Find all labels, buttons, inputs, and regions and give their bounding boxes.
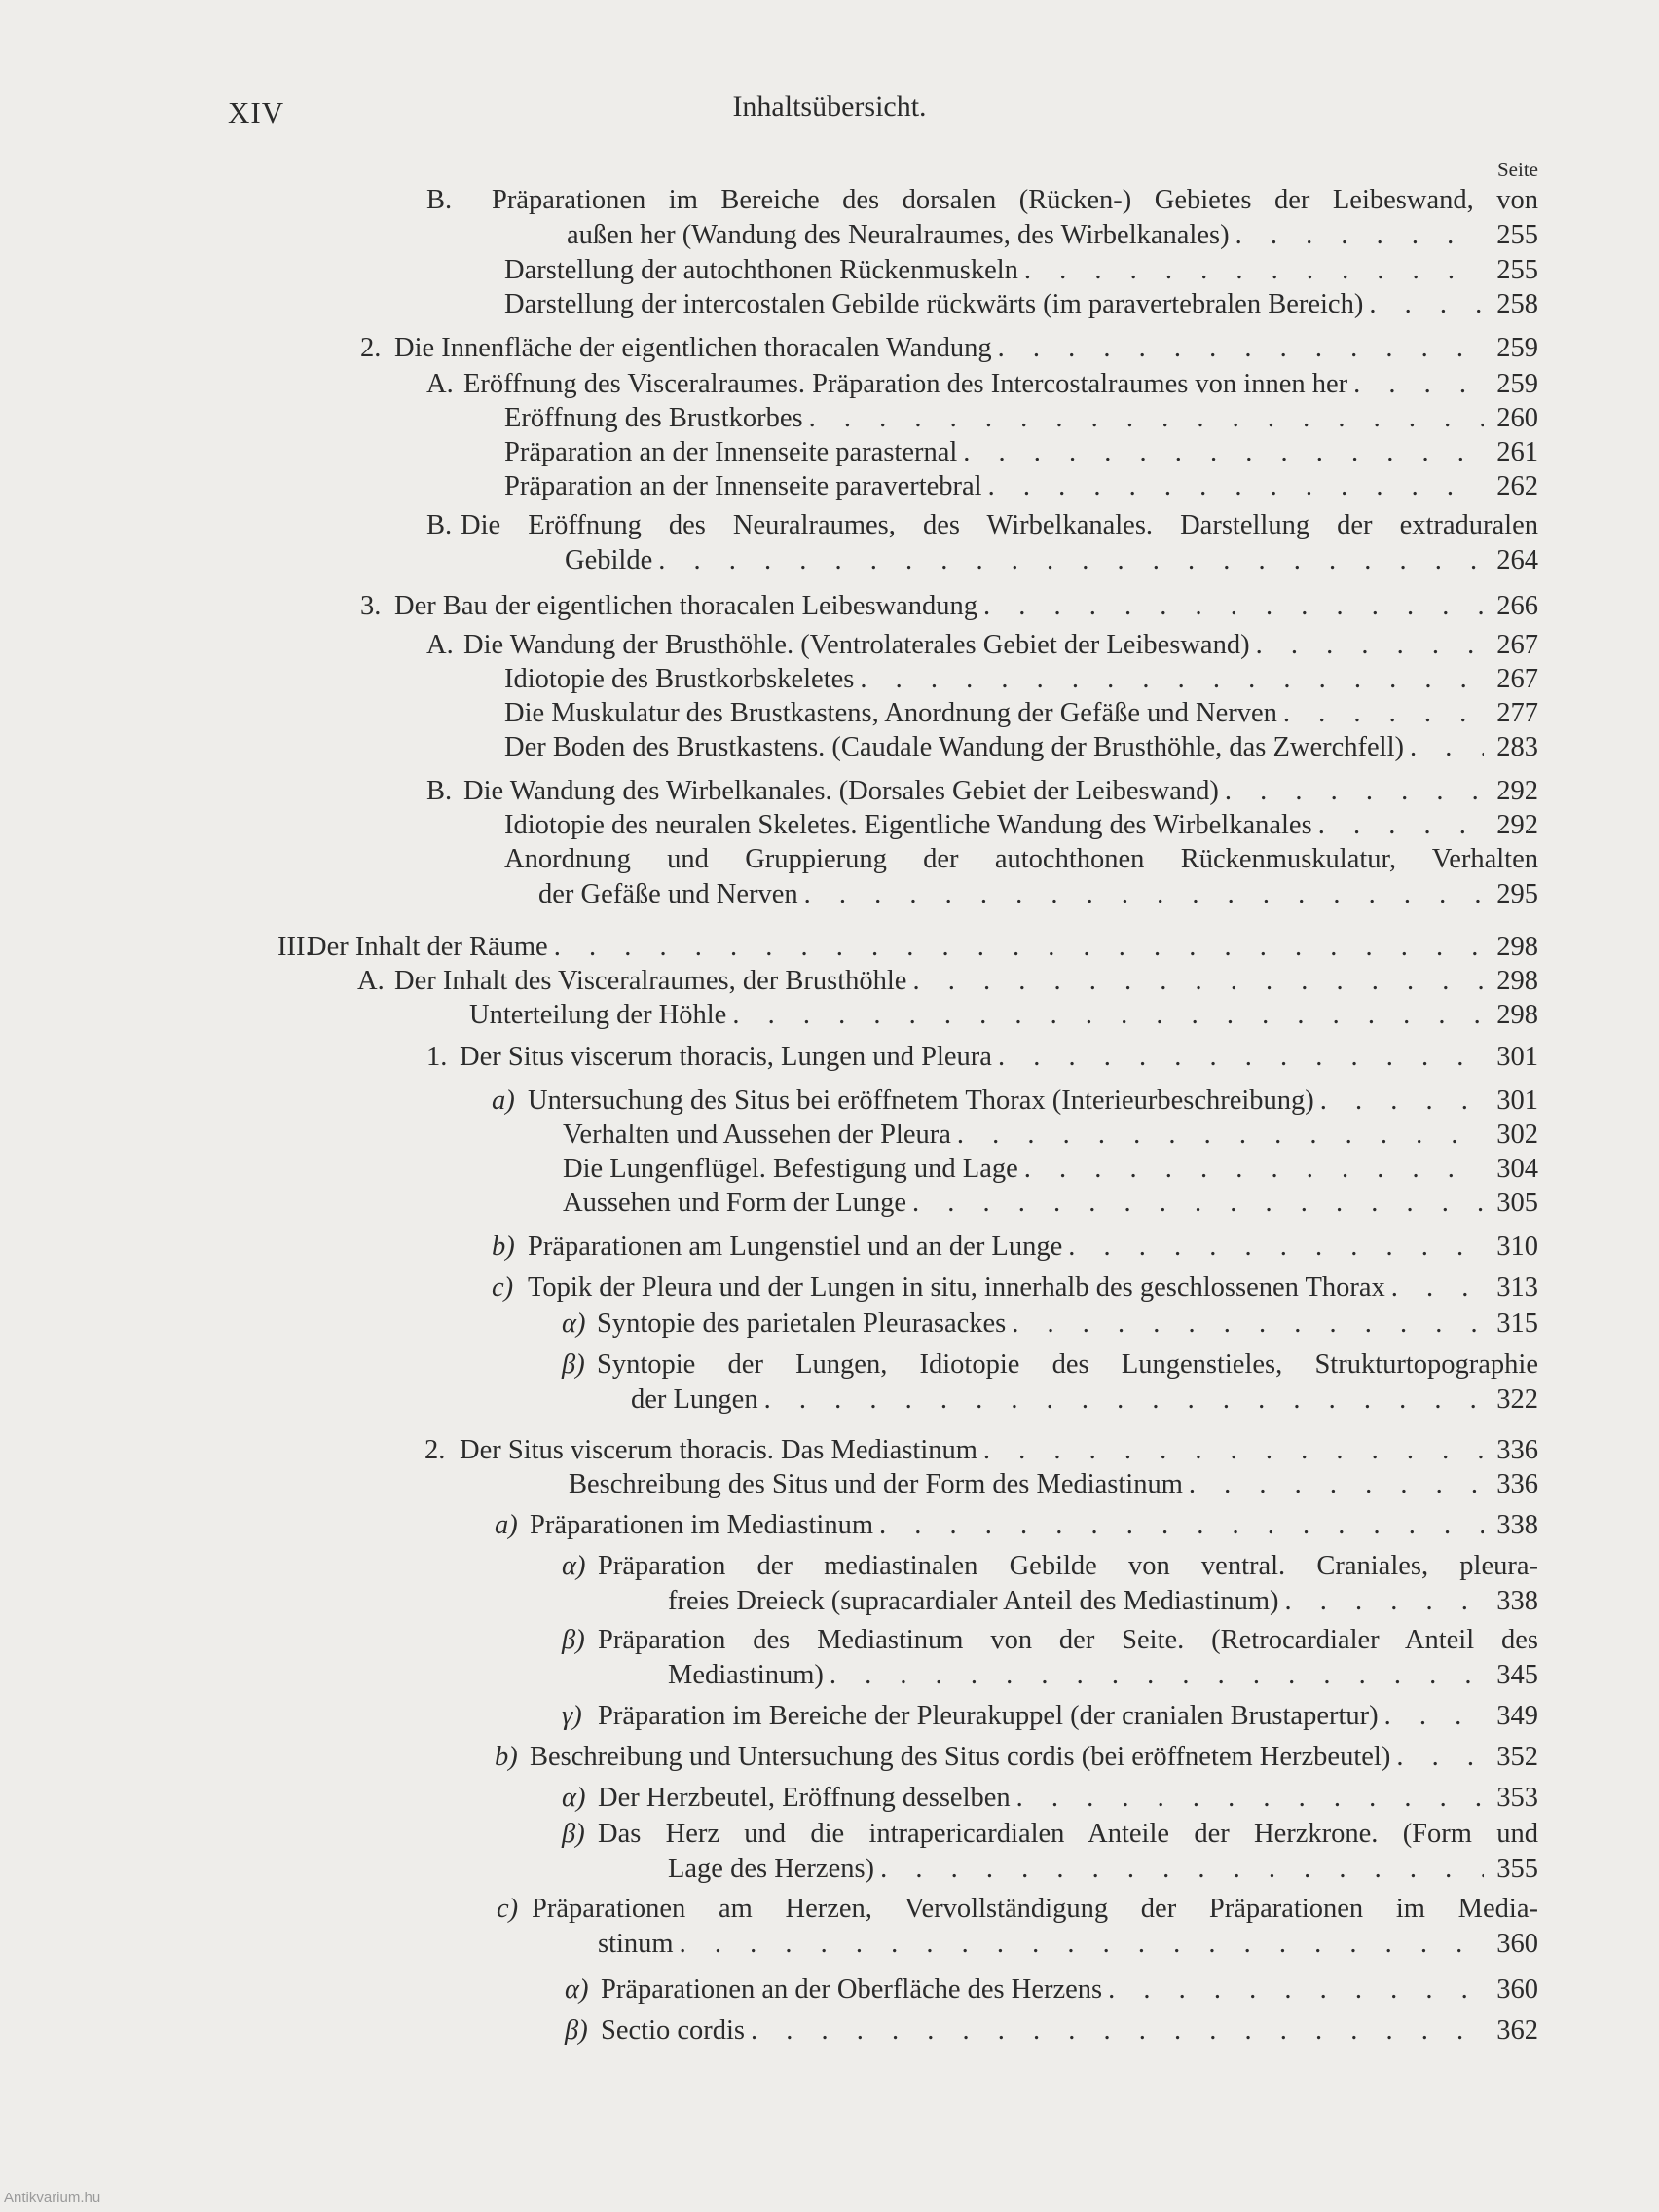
toc-entry-title: Die Wandung der Brusthöhle. (Ventrolaterales Gebiet der Leibeswand) [463, 630, 1250, 660]
toc-page-number: 301 [1496, 1042, 1538, 1072]
toc-entry-title: Untersuchung des Situs bei eröffnetem Thorax (Interieurbeschreibung) [528, 1086, 1314, 1116]
toc-page-number: 262 [1496, 471, 1538, 501]
toc-page-number: 345 [1496, 1659, 1538, 1690]
toc-entry [426, 508, 1538, 577]
toc-entry-title: Eröffnung des Brustkorbes [504, 403, 803, 433]
toc-entry-line [668, 1852, 1538, 1887]
toc-entry-title: Darstellung der intercostalen Gebilde rückwärts (im paravertebralen Bereich) [504, 289, 1364, 319]
toc-page-number: 362 [1496, 2015, 1538, 2046]
toc-entry-title: Präparationen an der Oberfläche des Herzens [601, 1974, 1103, 2005]
dot-leader [809, 401, 1484, 436]
dot-leader [1024, 1152, 1484, 1187]
toc-entry-title: Unterteilung der Höhle [469, 1000, 727, 1030]
toc-entry-title: Der Situs viscerum thoracis, Lungen und Pleura [460, 1042, 992, 1072]
dot-leader [1320, 1084, 1484, 1119]
toc-page-number: 292 [1496, 776, 1538, 806]
running-title: Inhaltsübersicht. [732, 91, 927, 123]
toc-entry [563, 1186, 1538, 1221]
dot-leader [830, 1658, 1484, 1693]
toc-entry-line [528, 1230, 1538, 1265]
page-column-label: Seite [1497, 158, 1538, 181]
dot-leader [912, 964, 1484, 999]
toc-page-number: 360 [1496, 1928, 1538, 1959]
toc-entry [504, 662, 1538, 697]
toc-entry [562, 1623, 1538, 1692]
toc-entry-title: Die Innenfläche der eigentlichen thoracalen Wandung [394, 333, 992, 363]
toc-entry [469, 998, 1538, 1033]
toc-entry-marker: α) [562, 1783, 586, 1813]
toc-entry-title: Syntopie des parietalen Pleurasackes [597, 1309, 1007, 1339]
toc-entry-title: Der Herzbeutel, Eröffnung desselben [598, 1783, 1011, 1813]
toc-page-number: 255 [1496, 219, 1538, 250]
toc-entry-title: Präparationen im Bereiche des dorsalen (Rücken-) Gebietes der Leibeswand, von [492, 185, 1538, 215]
toc-entry [497, 1892, 1538, 1961]
toc-entry-line [563, 1186, 1538, 1221]
toc-page-number: 260 [1496, 403, 1538, 433]
dot-leader [1189, 1467, 1484, 1502]
toc-entry-line [504, 696, 1538, 731]
toc-entry [426, 628, 1538, 663]
toc-entry-marker: B. [426, 776, 453, 806]
toc-entry-line [504, 287, 1538, 322]
toc-page-number: 277 [1496, 698, 1538, 728]
toc-entry-marker: a) [495, 1510, 518, 1540]
toc-entry-title: Der Inhalt des Visceralraumes, der Brusthöhle [394, 966, 907, 996]
toc-entry-title: Idiotopie des neuralen Skeletes. Eigentliche Wandung des Wirbelkanales [504, 810, 1312, 840]
dot-leader [1225, 774, 1484, 809]
toc-page-number: 267 [1496, 630, 1538, 660]
toc-entry [360, 331, 1538, 366]
toc-page-number: 336 [1496, 1469, 1538, 1499]
dot-leader [912, 1186, 1484, 1221]
toc-entry [562, 1781, 1538, 1816]
toc-entry-title: Präparation an der Innenseite paravertebral [504, 471, 982, 501]
page-number: XIV [228, 95, 285, 129]
toc-page-number: 360 [1496, 1974, 1538, 2005]
toc-entry-marker: b) [492, 1232, 515, 1262]
toc-entry [563, 1118, 1538, 1153]
toc-entry [504, 253, 1538, 288]
toc-entry [495, 1740, 1538, 1775]
toc-page-number: 301 [1496, 1086, 1538, 1116]
dot-leader [1384, 1699, 1484, 1734]
toc-entry-line [569, 1467, 1538, 1502]
toc-entry-line [601, 1972, 1538, 2008]
toc-entry [562, 1347, 1538, 1417]
toc-entry-line [307, 930, 1538, 965]
toc-entry-line [530, 1740, 1538, 1775]
toc-entry-line [567, 218, 1538, 253]
toc-entry [562, 1817, 1538, 1886]
toc-entry [495, 1508, 1538, 1543]
toc-entry-line [528, 1084, 1538, 1119]
toc-entry-title: Anordnung und Gruppierung der autochthonen Rückenmuskulatur, Verhalten [504, 844, 1538, 874]
toc-entry-line [538, 877, 1538, 912]
toc-page-number: 336 [1496, 1435, 1538, 1465]
dot-leader [963, 435, 1484, 470]
dot-leader [998, 1040, 1484, 1075]
toc-entry-marker: 2. [424, 1435, 446, 1465]
dot-leader [732, 998, 1484, 1033]
toc-page-number: 304 [1496, 1154, 1538, 1184]
toc-page-number: 259 [1496, 369, 1538, 399]
toc-entry-title: der Lungen [631, 1383, 758, 1415]
toc-entry-marker: B. [426, 510, 453, 540]
dot-leader [1391, 1271, 1484, 1306]
toc-entry-marker: β) [562, 1625, 585, 1655]
toc-entry-title: Beschreibung und Untersuchung des Situs cordis (bei eröffnetem Herzbeutel) [530, 1742, 1391, 1772]
toc-entry-line [504, 662, 1538, 697]
dot-leader [1283, 696, 1484, 731]
toc-entry [562, 1699, 1538, 1734]
dot-leader [680, 1927, 1484, 1962]
toc-entry-line [598, 1817, 1538, 1852]
toc-page-number: 310 [1496, 1232, 1538, 1262]
toc-entry [504, 842, 1538, 911]
toc-page-number: 283 [1496, 732, 1538, 762]
dot-leader [1369, 287, 1484, 322]
dot-leader [879, 1508, 1484, 1543]
toc-entry-line [565, 543, 1538, 578]
toc-entry-marker: α) [562, 1309, 586, 1339]
toc-entry-title: Präparation an der Innenseite parasternal [504, 437, 958, 467]
toc-entry-title: Gebilde [565, 544, 653, 575]
toc-entry-title: freies Dreieck (supracardialer Anteil des Mediastinum) [668, 1585, 1279, 1616]
toc-entry [360, 589, 1538, 624]
dot-leader [1410, 730, 1484, 765]
dot-leader [957, 1118, 1484, 1153]
toc-entry-marker: 2. [360, 333, 382, 363]
toc-entry-marker: c) [492, 1272, 514, 1303]
toc-entry-line [504, 808, 1538, 843]
toc-entry-title: Das Herz und die intrapericardialen Anteile der Herzkrone. (Form und [598, 1819, 1538, 1849]
toc-entry-line [598, 1549, 1538, 1584]
toc-entry-line [463, 367, 1538, 402]
toc-entry [504, 469, 1538, 504]
toc-entry [563, 1152, 1538, 1187]
toc-entry-marker: c) [497, 1894, 519, 1924]
toc-entry-title: der Gefäße und Nerven [538, 878, 798, 909]
toc-entry-line [597, 1347, 1538, 1382]
toc-entry [426, 774, 1538, 809]
toc-entry [504, 808, 1538, 843]
dot-leader [1256, 628, 1484, 663]
toc-entry-line [598, 1781, 1538, 1816]
toc-entry-title: Mediastinum) [668, 1659, 824, 1690]
toc-entry-title: Der Inhalt der Räume [307, 932, 548, 962]
toc-page-number: 338 [1496, 1510, 1538, 1540]
toc-entry-marker: α) [562, 1551, 586, 1581]
toc-entry-title: Idiotopie des Brustkorbskeletes [504, 664, 855, 694]
toc-entry-line [469, 998, 1538, 1033]
toc-entry-line [394, 589, 1538, 624]
toc-page-number: 264 [1496, 544, 1538, 575]
toc-page-number: 355 [1496, 1853, 1538, 1884]
toc-entry [504, 401, 1538, 436]
toc-entry-title: außen her (Wandung des Neuralraumes, des Wirbelkanales) [567, 219, 1230, 250]
toc-entry-line [631, 1382, 1538, 1418]
toc-page-number: 302 [1496, 1120, 1538, 1150]
toc-entry [492, 1271, 1538, 1306]
dot-leader [1068, 1230, 1484, 1265]
dot-leader [1024, 253, 1484, 288]
dot-leader [983, 589, 1484, 624]
dot-leader [1016, 1781, 1484, 1816]
toc-entry-line [504, 842, 1538, 877]
dot-leader [983, 1433, 1484, 1468]
toc-entry [426, 367, 1538, 402]
toc-entry [504, 435, 1538, 470]
toc-page-number: 315 [1496, 1309, 1538, 1339]
toc-entry-line [504, 253, 1538, 288]
toc-entry-title: Präparation der mediastinalen Gebilde von ventral. Craniales, pleura- [598, 1551, 1538, 1581]
toc-entry-title: Der Situs viscerum thoracis. Das Mediastinum [460, 1435, 977, 1465]
toc-entry-line [461, 508, 1538, 543]
toc-entry-marker: β) [565, 2015, 588, 2046]
toc-entry [424, 1433, 1538, 1468]
toc-entry-title: Präparation im Bereiche der Pleurakuppel (der cranialen Brustapertur) [598, 1701, 1379, 1731]
toc-page-number: 313 [1496, 1272, 1538, 1303]
dot-leader [751, 2013, 1484, 2048]
toc-entry-title: Der Boden des Brustkastens. (Caudale Wandung der Brusthöhle, das Zwerchfell) [504, 732, 1404, 762]
toc-page-number: 298 [1496, 932, 1538, 962]
toc-entry-marker: b) [495, 1742, 518, 1772]
toc-entry-marker: 1. [426, 1042, 448, 1072]
toc-entry-marker: a) [492, 1086, 515, 1116]
toc-entry-line [532, 1892, 1538, 1927]
toc-page-number: 352 [1496, 1742, 1538, 1772]
toc-page-number: 295 [1496, 878, 1538, 909]
dot-leader [1012, 1307, 1484, 1342]
toc-entry-title: Präparationen im Mediastinum [530, 1510, 874, 1540]
toc-entry-marker: A. [357, 966, 385, 996]
toc-entry-marker: A. [426, 369, 454, 399]
toc-entry-title: Darstellung der autochthonen Rückenmuskeln [504, 255, 1018, 285]
toc-entry [504, 730, 1538, 765]
dot-leader [764, 1382, 1484, 1418]
dot-leader [880, 1852, 1484, 1887]
toc-page-number: 298 [1496, 966, 1538, 996]
toc-entry-title: Syntopie der Lungen, Idiotopie des Lungenstieles, Strukturtopographie [597, 1349, 1538, 1380]
toc-entry-line [463, 774, 1538, 809]
toc-entry-marker: 3. [360, 591, 382, 621]
toc-entry-line [598, 1927, 1538, 1962]
toc-entry [565, 2013, 1538, 2048]
toc-entry-title: Die Wandung des Wirbelkanales. (Dorsales Gebiet der Leibeswand) [463, 776, 1219, 806]
dot-leader [1108, 1972, 1484, 2008]
toc-entry-line [394, 964, 1538, 999]
toc-entry-title: Präparation des Mediastinum von der Seite. (Retrocardialer Anteil des [598, 1625, 1538, 1655]
toc-entry-line [394, 331, 1538, 366]
dot-leader [1353, 367, 1484, 402]
dot-leader [1318, 808, 1484, 843]
toc-entry-line [598, 1699, 1538, 1734]
toc-entry-line [504, 730, 1538, 765]
toc-entry-line [492, 183, 1538, 218]
toc-page-number: 353 [1496, 1783, 1538, 1813]
toc-entry [565, 1972, 1538, 2008]
toc-entry-marker: α) [565, 1974, 589, 2005]
toc-page-number: 267 [1496, 664, 1538, 694]
toc-entry-title: Die Lungenflügel. Befestigung und Lage [563, 1154, 1018, 1184]
toc-entry-title: stinum [598, 1928, 674, 1959]
toc-entry [562, 1307, 1538, 1342]
toc-entry-marker: γ) [562, 1701, 582, 1731]
toc-entry-title: Präparationen am Lungenstiel und an der Lunge [528, 1232, 1063, 1262]
toc-entry-title: Sectio cordis [601, 2015, 746, 2046]
toc-entry-line [597, 1307, 1538, 1342]
dot-leader [988, 469, 1484, 504]
dot-leader [554, 930, 1484, 965]
toc-entry-line [460, 1040, 1538, 1075]
dot-leader [658, 543, 1484, 578]
toc-entry-marker: III. [277, 932, 313, 962]
dot-leader [1396, 1740, 1484, 1775]
toc-entry-line [598, 1623, 1538, 1658]
watermark: Antikvarium.hu [4, 2190, 101, 2206]
toc-entry-line [504, 401, 1538, 436]
dot-leader [860, 662, 1484, 697]
toc-entry [504, 696, 1538, 731]
dot-leader [998, 331, 1484, 366]
toc-entry [357, 964, 1538, 999]
toc-entry-title: Lage des Herzens) [668, 1853, 875, 1884]
toc-page-number: 292 [1496, 810, 1538, 840]
toc-entry-line [504, 435, 1538, 470]
toc-entry-marker: β) [562, 1349, 585, 1380]
toc-entry-title: Präparationen am Herzen, Vervollständigung der Präparationen im Media- [532, 1894, 1538, 1924]
toc-entry-title: Verhalten und Aussehen der Pleura [563, 1120, 951, 1150]
toc-page-number: 305 [1496, 1188, 1538, 1218]
toc-entry-line [504, 469, 1538, 504]
toc-entry [492, 1084, 1538, 1119]
toc-page-number: 255 [1496, 255, 1538, 285]
toc-entry [277, 930, 1538, 965]
toc-entry-marker: A. [426, 630, 454, 660]
toc-entry [426, 1040, 1538, 1075]
toc-entry-line [563, 1152, 1538, 1187]
toc-entry-line [601, 2013, 1538, 2048]
toc-entry [562, 1549, 1538, 1618]
toc-entry-line [463, 628, 1538, 663]
toc-entry-marker: B. [426, 185, 453, 215]
dot-leader [804, 877, 1484, 912]
toc-entry-title: Topik der Pleura und der Lungen in situ, innerhalb des geschlossenen Thorax [528, 1272, 1385, 1303]
toc-page-number: 258 [1496, 289, 1538, 319]
toc-entry-line [530, 1508, 1538, 1543]
toc-entry-line [460, 1433, 1538, 1468]
dot-leader [1235, 218, 1484, 253]
toc-entry [426, 183, 1538, 252]
toc-entry-title: Beschreibung des Situs und der Form des Mediastinum [569, 1469, 1183, 1499]
toc-page-number: 298 [1496, 1000, 1538, 1030]
toc-entry-title: Die Eröffnung des Neuralraumes, des Wirbelkanales. Darstellung der extraduralen [461, 510, 1538, 540]
toc-entry [569, 1467, 1538, 1502]
dot-leader [1285, 1584, 1484, 1619]
toc-entry-line [563, 1118, 1538, 1153]
toc-page-number: 259 [1496, 333, 1538, 363]
toc-entry-title: Der Bau der eigentlichen thoracalen Leibeswandung [394, 591, 978, 621]
toc-page-number: 261 [1496, 437, 1538, 467]
toc-entry [504, 287, 1538, 322]
toc-page-number: 266 [1496, 591, 1538, 621]
toc-entry-line [528, 1271, 1538, 1306]
toc-page-number: 349 [1496, 1701, 1538, 1731]
toc-entry [492, 1230, 1538, 1265]
toc-entry-line [668, 1584, 1538, 1619]
toc-entry-line [668, 1658, 1538, 1693]
toc-entry-title: Eröffnung des Visceralraumes. Präparation des Intercostalraumes von innen her [463, 369, 1348, 399]
toc-entry-marker: β) [562, 1819, 585, 1849]
toc-page-number: 322 [1496, 1383, 1538, 1415]
toc-entry-title: Aussehen und Form der Lunge [563, 1188, 907, 1218]
toc-page-number: 338 [1496, 1585, 1538, 1616]
toc-entry-title: Die Muskulatur des Brustkastens, Anordnung der Gefäße und Nerven [504, 698, 1277, 728]
